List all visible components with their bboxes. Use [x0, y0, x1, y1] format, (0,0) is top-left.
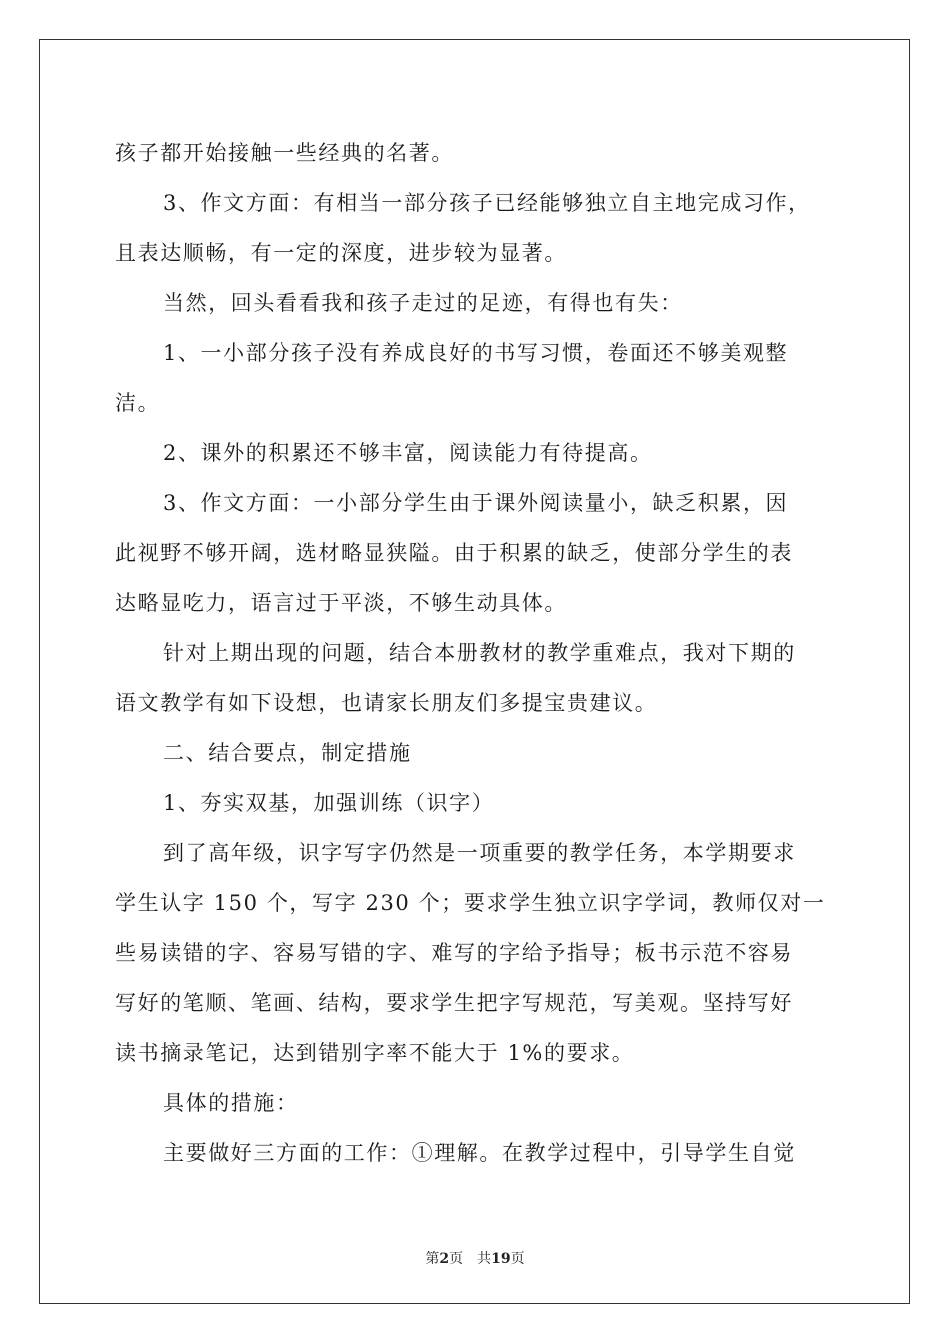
page-footer: [0, 1248, 950, 1268]
current-page-number: 2: [439, 1251, 450, 1267]
text-line: 孩子都开始接触一些经典的名著。: [115, 141, 454, 165]
text-line: 主要做好三方面的工作：①理解。在教学过程中，引导学生自觉: [163, 1141, 796, 1165]
text-line: 3、作文方面：有相当一部分孩子已经能够独立自主地完成习作，: [163, 191, 811, 215]
text-line: 语文教学有如下设想，也请家长朋友们多提宝贵建议。: [115, 691, 658, 715]
text-line: 些易读错的字、容易写错的字、难写的字给予指导；板书示范不容易: [115, 941, 793, 965]
text-line: 具体的措施：: [163, 1091, 299, 1115]
text-line: 当然，回头看看我和孩子走过的足迹，有得也有失：: [163, 291, 683, 315]
text-line: 1、一小部分孩子没有养成良好的书写习惯，卷面还不够美观整: [163, 341, 789, 365]
text-line: 学生认字 150 个，写字 230 个；要求学生独立识字学词，教师仅对一: [115, 891, 826, 915]
text-line: 且表达顺畅，有一定的深度，进步较为显著。: [115, 241, 567, 265]
footer-page-unit: 页: [449, 1251, 464, 1267]
text-line: 写好的笔顺、笔画、结构，要求学生把字写规范，写美观。坚持写好: [115, 991, 793, 1015]
footer-total-prefix: 共: [477, 1251, 492, 1267]
text-line: 读书摘录笔记，达到错别字率不能大于 1%的要求。: [115, 1041, 635, 1065]
subsection-heading: 1、夯实双基，加强训练（识字）: [163, 791, 495, 815]
text-line: 达略显吃力，语言过于平淡，不够生动具体。: [115, 591, 567, 615]
footer-total-unit: 页: [510, 1251, 525, 1267]
text-line: 2、课外的积累还不够丰富，阅读能力有待提高。: [163, 441, 653, 465]
document-body: [115, 128, 840, 1178]
footer-prefix: 第: [425, 1251, 440, 1267]
text-line: 3、作文方面：一小部分学生由于课外阅读量小，缺乏积累，因: [163, 491, 789, 515]
text-line: 此视野不够开阔，选材略显狭隘。由于积累的缺乏，使部分学生的表: [115, 541, 793, 565]
text-line: 洁。: [115, 391, 161, 415]
section-heading: 二、结合要点，制定措施: [163, 741, 412, 765]
text-line: 针对上期出现的问题，结合本册教材的教学重难点，我对下期的: [163, 641, 796, 665]
total-pages-number: 19: [491, 1251, 511, 1267]
text-line: 到了高年级，识字写字仍然是一项重要的教学任务，本学期要求: [163, 841, 796, 865]
